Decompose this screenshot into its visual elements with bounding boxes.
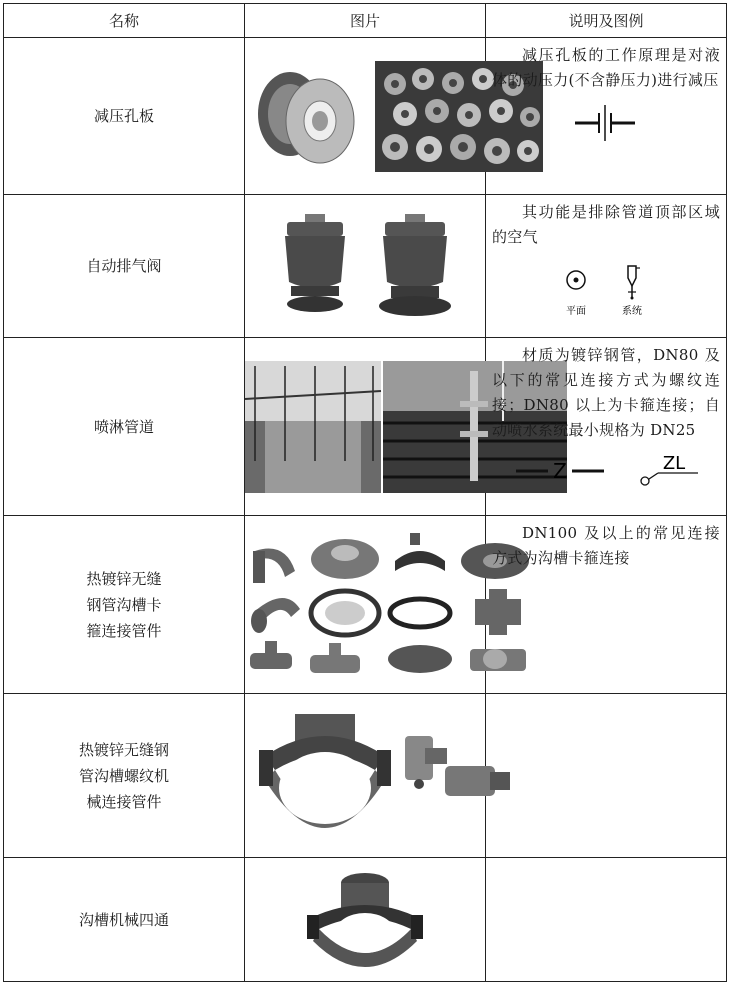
row-image-cell bbox=[245, 38, 486, 195]
pipe-z-icon bbox=[516, 459, 604, 483]
sprinkler-symbols bbox=[492, 451, 720, 499]
fitting-flange-3 bbox=[311, 591, 379, 635]
row-image-cell bbox=[245, 516, 486, 694]
air-valve-left bbox=[285, 214, 345, 312]
fitting-tee-3 bbox=[470, 649, 526, 671]
svg-text:Z: Z bbox=[553, 459, 567, 483]
fitting-tee-2 bbox=[310, 643, 360, 673]
row-desc-cell bbox=[486, 195, 727, 338]
header-image: 图片 bbox=[245, 4, 486, 38]
row-image-cell bbox=[245, 858, 486, 982]
row-name: 喷淋管道 bbox=[4, 338, 245, 516]
air-valve-symbols bbox=[492, 258, 720, 326]
mechanical-tee-small-2 bbox=[445, 766, 510, 796]
header-name: 名称 bbox=[4, 4, 245, 38]
row-image-cell bbox=[245, 195, 486, 338]
fitting-cap bbox=[388, 645, 452, 673]
table-row bbox=[4, 338, 727, 516]
row-name: 减压孔板 bbox=[4, 38, 245, 195]
fitting-flange-1 bbox=[311, 539, 379, 579]
mechanical-tee-photo bbox=[245, 706, 525, 846]
svg-text:平面: 平面 bbox=[566, 306, 586, 317]
table-row bbox=[4, 195, 727, 338]
air-valve-photo bbox=[265, 212, 465, 320]
svg-text:ZL: ZL bbox=[662, 453, 686, 474]
row-desc-cell bbox=[486, 338, 727, 516]
mechanical-cross bbox=[307, 873, 423, 967]
header-desc: 说明及图例 bbox=[486, 4, 727, 38]
row-desc: 减压孔板的工作原理是对液体的动压力(不含静压力)进行减压 bbox=[492, 46, 720, 89]
row-desc: 其功能是排除管道顶部区域的空气 bbox=[492, 203, 720, 246]
row-name: 自动排气阀 bbox=[4, 195, 245, 338]
row-name: 热镀锌无缝钢管沟槽卡箍连接管件 bbox=[4, 516, 245, 694]
spec-table bbox=[3, 3, 727, 982]
row-image-cell bbox=[245, 338, 486, 516]
row-desc: 材质为镀锌钢管，DN80 及以下的常见连接方式为螺纹连接；DN80 以上为卡箍连接；自动喷水系统最小规格为 DN25 bbox=[492, 346, 720, 439]
row-name: 沟槽机械四通 bbox=[4, 858, 245, 982]
row-image-cell bbox=[245, 694, 486, 858]
fitting-elbow-1 bbox=[253, 548, 295, 583]
svg-text:系统: 系统 bbox=[622, 306, 642, 317]
row-name: 热镀锌无缝钢管沟槽螺纹机械连接管件 bbox=[4, 694, 245, 858]
row-desc: DN100 及以上的常见连接方式为沟槽卡箍连接 bbox=[492, 524, 720, 567]
orifice-flange-photo bbox=[258, 72, 354, 163]
table-row bbox=[4, 858, 727, 982]
table-row bbox=[4, 38, 727, 195]
pipe-zl-icon bbox=[641, 453, 698, 485]
fitting-elbow-2 bbox=[251, 597, 300, 632]
sprinkler-hall-photo bbox=[245, 361, 381, 493]
fitting-cross bbox=[475, 589, 521, 635]
header-row bbox=[4, 4, 727, 38]
mechanical-cross-photo bbox=[305, 867, 425, 973]
air-valve-plan-icon bbox=[567, 271, 585, 289]
fitting-clamp-1 bbox=[395, 533, 445, 571]
row-desc-cell bbox=[486, 858, 727, 982]
air-valve-system-icon bbox=[628, 266, 640, 300]
fitting-clamp-2 bbox=[390, 599, 450, 627]
air-valve-right bbox=[379, 214, 451, 316]
mechanical-tee-large bbox=[259, 714, 391, 828]
table-row bbox=[4, 516, 727, 694]
fitting-tee-1 bbox=[250, 641, 292, 669]
table-row bbox=[4, 694, 727, 858]
mechanical-tee-small-1 bbox=[405, 736, 447, 789]
